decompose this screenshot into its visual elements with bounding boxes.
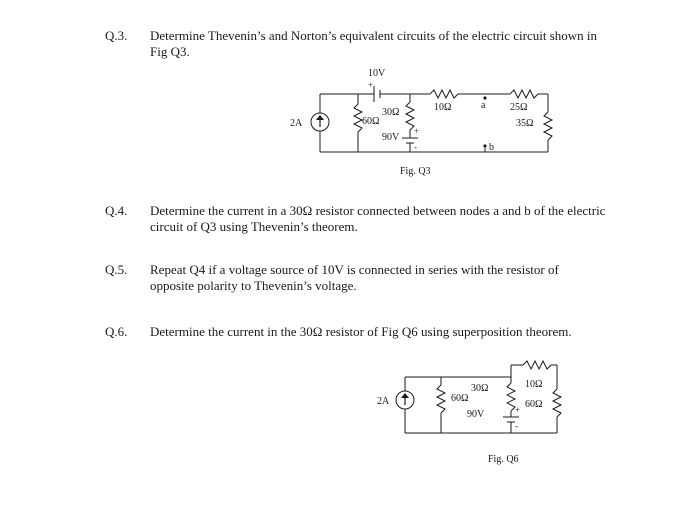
label-plus-top: + bbox=[368, 80, 374, 90]
label-90v: 90V bbox=[467, 409, 485, 420]
label-10v: 10V bbox=[368, 68, 386, 79]
question-text: Determine the current in the 30Ω resistor of Fig Q6 using superposition theorem. bbox=[150, 324, 572, 339]
question-number: Q.5. bbox=[105, 262, 128, 277]
label-2a: 2A bbox=[290, 118, 303, 129]
figure-q3-caption: Fig. Q3 bbox=[400, 166, 431, 177]
question-text: Determine the current in a 30Ω resistor connected between nodes a and b of the electric circuit of Q3 using Thevenin’s theorem. bbox=[150, 203, 606, 234]
node-b-dot bbox=[483, 144, 486, 147]
label-node-b: b bbox=[489, 142, 494, 153]
label-60-ohm: 60Ω bbox=[362, 116, 380, 127]
figure-q3-circuit bbox=[270, 64, 560, 164]
label-90v: 90V bbox=[382, 132, 400, 143]
label-60-ohm-left: 60Ω bbox=[451, 393, 469, 404]
label-2a: 2A bbox=[377, 396, 390, 407]
label-60-ohm-right: 60Ω bbox=[525, 399, 543, 410]
question-text: Determine Thevenin’s and Norton’s equivalent circuits of the electric circuit shown in Fig Q3. bbox=[150, 28, 598, 59]
label-30-ohm: 30Ω bbox=[382, 107, 400, 118]
label-10-ohm: 10Ω bbox=[434, 102, 452, 113]
label-plus: + bbox=[515, 405, 521, 415]
label-25-ohm: 25Ω bbox=[510, 102, 528, 113]
figure-q6-circuit bbox=[375, 355, 575, 445]
label-30-ohm: 30Ω bbox=[471, 383, 489, 394]
label-35-ohm: 35Ω bbox=[516, 118, 534, 129]
label-10-ohm: 10Ω bbox=[525, 379, 543, 390]
label-minus: - bbox=[414, 142, 417, 152]
question-number: Q.6. bbox=[105, 324, 128, 339]
label-plus: + bbox=[414, 126, 420, 136]
question-number: Q.4. bbox=[105, 203, 128, 218]
label-node-a: a bbox=[481, 100, 486, 111]
question-text: Repeat Q4 if a voltage source of 10V is connected in series with the resistor of opposite polarity to Thevenin’s voltage. bbox=[150, 262, 559, 293]
label-minus: - bbox=[515, 421, 518, 431]
figure-q6-caption: Fig. Q6 bbox=[488, 454, 519, 465]
question-number: Q.3. bbox=[105, 28, 128, 43]
